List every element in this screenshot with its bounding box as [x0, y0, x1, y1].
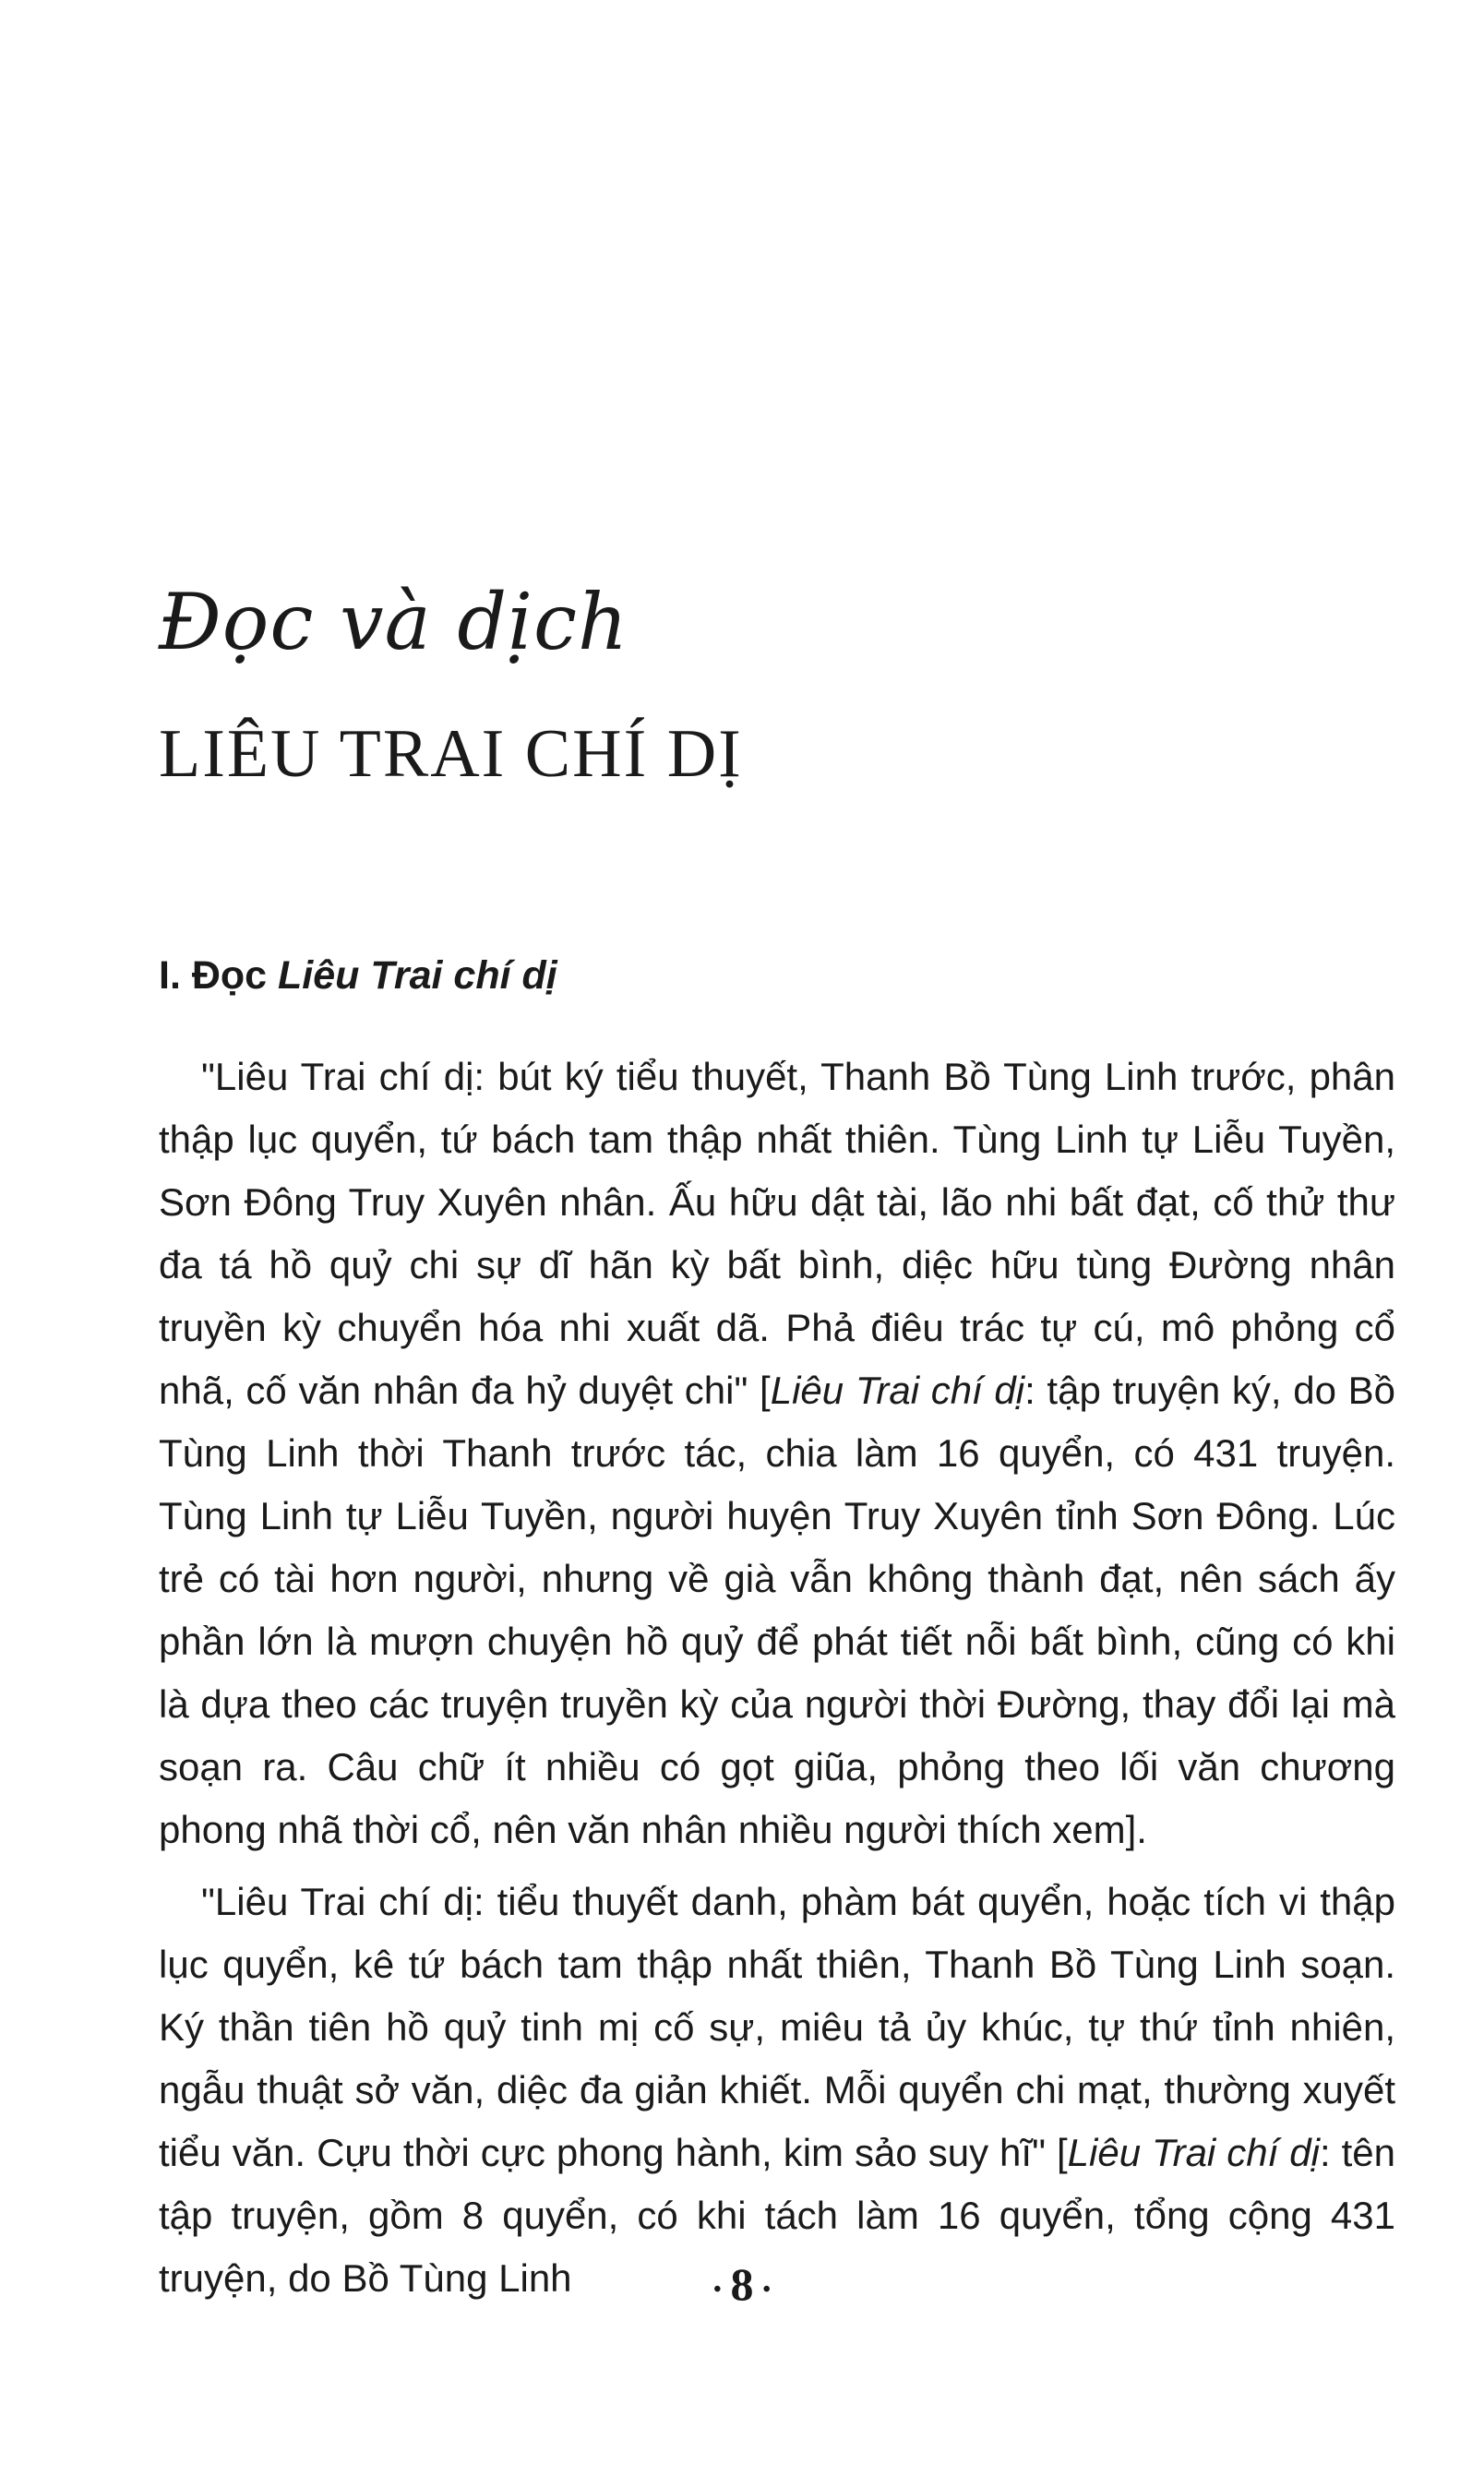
section-heading	[159, 953, 557, 998]
paragraph-1-part-b: : tập truyện ký, do Bồ Tùng Linh thời Thanh trước tác, chia làm 16 quyển, có 431 truyện. Tùng Linh tự Liễu Tuyền, người huyện Truy Xuyên tỉnh Sơn Đông. Lúc trẻ có tài hơn người, nhưng về già vẫn không thành đạt, nên sách ấy phần lớn là mượn chuyện hồ quỷ để phát tiết nỗi bất bình, cũng có khi là dựa theo các truyện truyền kỳ của người thời Đường, thay đổi lại mà soạn ra. Câu chữ ít nhiều có gọt giũa, phỏng theo lối văn chương phong nhã thời cổ, nên văn nhân nhiều người thích xem].	[159, 1369, 1396, 1851]
page-number-left-dot: •	[713, 2277, 722, 2302]
paragraph-2	[159, 1871, 1395, 2310]
section-number: I. Đọc	[159, 953, 279, 998]
page-title: LIÊU TRAI CHÍ DỊ	[159, 716, 743, 792]
page-number	[0, 2258, 1484, 2310]
script-title: Đọc và dịch	[159, 577, 629, 667]
paragraph-2-italic-title: Liêu Trai chí dị	[1067, 2131, 1320, 2174]
section-title-italic: Liêu Trai chí dị	[278, 953, 557, 998]
page-number-value: 8	[730, 2258, 754, 2310]
paragraph-2-part-b: : tên tập truyện, gồm 8 quyển, có khi tách làm 16 quyển, tổng cộng 431 truyện, do Bồ Tùng Linh	[159, 2131, 1395, 2300]
paragraph-1-part-a: "Liêu Trai chí dị: bút ký tiểu thuyết, Thanh Bồ Tùng Linh trước, phân thập lục quyển, tứ bách tam thập nhất thiên. Tùng Linh tự Liễu Tuyền, Sơn Đông Truy Xuyên nhân. Ấu hữu dật tài, lão nhi bất đạt, cố thử thư đa tá hồ quỷ chi sự dĩ hãn kỳ bất bình, diệc hữu tùng Đường nhân truyền kỳ chuyển hóa nhi xuất dã. Phả điêu trác tự cú, mô phỏng cổ nhã, cố văn nhân đa hỷ duyệt chi" [	[159, 1055, 1395, 1412]
paragraph-1-italic-title: Liêu Trai chí dị	[770, 1369, 1025, 1412]
paragraph-1	[159, 1046, 1395, 1861]
body-text	[159, 1046, 1395, 2319]
paragraph-2-part-a: "Liêu Trai chí dị: tiểu thuyết danh, phàm bát quyển, hoặc tích vi thập lục quyển, kê tứ bách tam thập nhất thiên, Thanh Bồ Tùng Linh soạn. Ký thần tiên hồ quỷ tinh mị cố sự, miêu tả ủy khúc, tự thứ tỉnh nhiên, ngẫu thuật sở văn, diệc đa giản khiết. Mỗi quyển chi mạt, thường xuyết tiểu văn. Cựu thời cực phong hành, kim sảo suy hĩ" [	[159, 1880, 1395, 2174]
page-number-right-dot: •	[762, 2277, 771, 2302]
